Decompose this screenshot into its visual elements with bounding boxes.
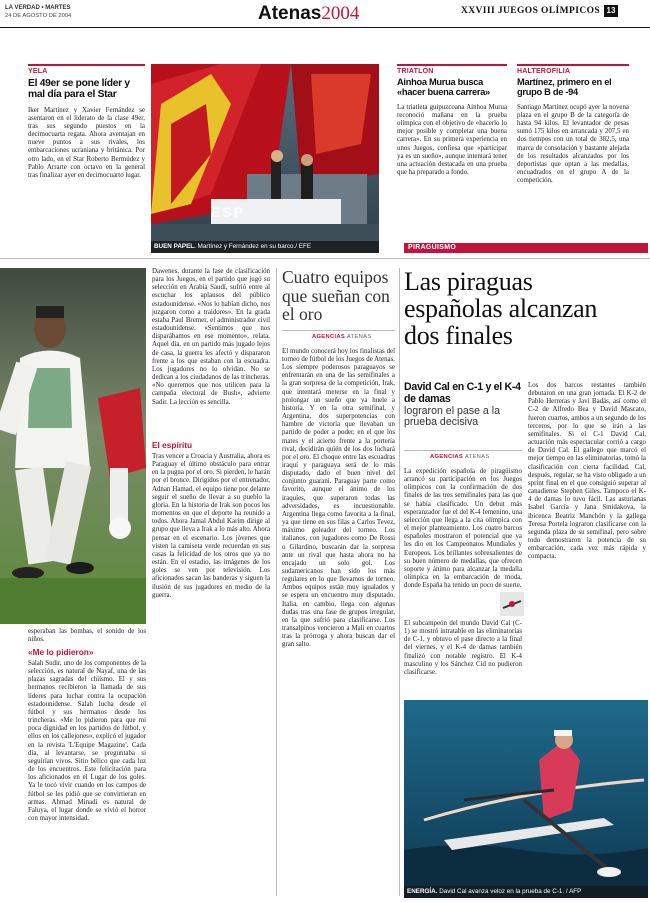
column-divider (276, 268, 277, 896)
piraguismo-body3: Los dos barcos restantes también debutaron en una gran jornada. El K-2 de Pablo Herreras y Javi Badás, así como el C-2 de Alfredo Bea y David Mascato, fueron cuartos, ambos a un segundo de los terceros, por lo que se irán a las semifinales. Si el C-1 David Cal, actuación más espectacular corrió a cargo de David Cal. El gallego que marcó el mejor tiempo en las eliminatorias, tomó la clasificación con cierta facilidad. Cal, después, regular, se ha visto obligado a un sprint final en el que consiguió superar al canadiense Stephen Giles. Tampoco el K-4 de damas lo tuvo fácil. Las asturianas Isabel García y Jana Smidakova, la ibicenca Beatriz Manchón y la gallega Teresa Portela lograron clasificarse con la segunda plaza de su semifinal, pero sobre todo demostraron la potencia de su embarcación, cada vez más rápida y compacta. (528, 382, 646, 561)
triatlon-kicker: TRIATLÓN (397, 68, 434, 75)
piraguismo-deck-text: lograron el pase a la prueba decisiva (404, 404, 500, 429)
football-subhead-pidieron: «Me lo pidieron» (28, 647, 94, 657)
canoe-photo (404, 700, 648, 898)
piraguismo-deck-lead: David Cal en C-1 y el K-4 de damas (404, 381, 521, 405)
page-number: 13 (604, 5, 618, 17)
yela-headline: El 49er se pone líder y mal día para el Star (28, 78, 130, 101)
piraguismo-body1: La expedición española de piragüismo arrancó su participación en los Juegos olímpicos con la confirmación de dos finales de las tres semifinales para las que se había clasificado. Un debut más esperanzador fue el del K-4 femenino, una selección que llega a la cita olímpica con el mejor planteamiento. Los cuatro barcos españoles mostraron el potencial que ya les dio en los Campeonatos Mundiales y Europeos. Los brillantes sobresalientes de su buen número de medallas, que ofrecen soporte y ánimo para alcanzar la medalla olímpica en la embarcación de moda, donde España ha tenido un poco de suerte. (404, 468, 522, 590)
brand-year: 2004 (321, 3, 360, 24)
section-divider (0, 258, 650, 259)
cuatro-article (282, 268, 395, 898)
piraguismo-deck (404, 382, 522, 442)
canoe-caption-lead: ENERGÍA. (407, 888, 438, 895)
kicker-rule (397, 64, 507, 66)
sailing-illustration (151, 64, 379, 253)
agency-rule (282, 330, 395, 331)
triatlon-body: La triatleta guipuzcoana Ainhoa Murua reconoció mañana en la prueba olímpica con el objetivo de «hacerlo lo mejor posible y completar una buena carrera». En su primera experiencia en unos Juegos, confiesa que «participar ya es un sueño», aunque intentará tener una actuación destacada en una prueba que ha preparado a fondo. (397, 103, 507, 177)
halterofilia-kicker: HALTEROFILIA (517, 68, 571, 75)
canoe-caption-text: David Cal avanza veloz en la prueba de C-1. / AFP (439, 888, 582, 895)
sailing-photo (151, 64, 379, 253)
halterofilia-article (517, 64, 629, 254)
football-col2-body: Dawenes, durante la fase de clasificación para los Juegos, en el partido que jugó su selección en Arabia Saudí, sufrió entre al escuchar los aplausos del público estadounidense. «Nos lo habían dicho, nos juzgaron como a traidores». En la grada estaba Paul Bremer, el administrador civil estadounidense. «Sentimos que nos disparábamos en ese momento», relata. Aquel día, en un partido más jugado lejos de casa, la guerra les afectó y dispararon frente a los que estaban con la escuadra. Los jugadores no lo olvidan. No se dedican a los ciudadanos de las trincheras. «No queremos que nos utilicen para la campaña electoral de Bush», advierte Sadir. La lección es sencilla. (152, 268, 270, 406)
issue-date: 24 DE AGOSTO DE 2004 (5, 13, 72, 19)
cuatro-body: El mundo conocerá hoy los finalistas del torneo de fútbol de los Juegos de Atenas. Los siempre poderosos paraguayos se enfrentarán en una de las semifinales a la gran sorpresa de la competición, Irak, que intentará meterse en la final y prolongar un sueño que ya huele a historia. Y en la otra semifinal, y Argentina, dos superpotencias con hambre de victoria que llevaban un partido de poder a poder, en el que los mates y el acierto frente a la portería rival, decidirán quién de los dos luchará por el oro. El choque entre las escuadras iraquí y paraguaya será de lo más disputado, dado el buen nivel del conjunto guaraní. Paraguay parte como favorito, aunque el ánimo de los iraquíes, que superaron todas las adversidades, es incuestionable. Argentina llega como favorita a la final, ya que tiene en sus filas a Carlos Tevez, máximo goleador del torneo. Los italianos, con jugadores como De Rossi o Gilardino, buscarán dar la sorpresa ante un rival que hasta ahora no ha encajado un solo gol. Los sudamericanos han sido los más regulares en lo que llevamos de torneo. Ambos equipos están muy igualados y se espera un encuentro muy disputado. Italia, en cambio, llega con algunas dudas tras una fase de grupos irregular, en la que sufrió para clasificarse. Los transalpinos vencieron a Malí en cuartos tras la prórroga y ahora buscan dar el gran salto. (282, 347, 395, 649)
kicker-rule (517, 64, 629, 66)
football-illustration (0, 268, 146, 624)
piraguismo-agency-name: AGENCIAS (430, 454, 463, 460)
canoe-illustration (404, 700, 648, 898)
piraguismo-agency (430, 454, 490, 460)
yela-body: Iker Martínez y Xavier Fernández se asentaron en el liderato de la clase 49er, tras sus segundo puestos en la decimocuarta regata. Ahora aventajan en nueve puntos a sus rivales, los embarcaciones ucraniana y británica. Por otro lado, en el Star Roberto Bermúdez y Pablo Arrarte con octavo en la general tras finalizar ayer en decimocuarto lugar. (28, 106, 145, 179)
sailing-caption-lead: BUEN PAPEL. (154, 243, 196, 250)
canoe-caption (404, 886, 648, 898)
sailing-caption (151, 241, 379, 253)
football-photo-caption-text: esperaban las bombas, el sonido de los niños. (28, 628, 146, 644)
piraguismo-kicker-bar (404, 243, 648, 253)
piraguismo-body2: El subcampeón del mundo David Cal (C-1) se mostró intratable en las eliminatorias de C-1, y obtuvo el pase directo a la final del viernes, y el K-4 de damas también finalizó con notable registro. El K-4 masculino y los Sánchez Cid no pudieron clasificarse. (404, 620, 522, 676)
football-col1 (28, 647, 146, 897)
piraguismo-headline: Las piraguas españolas alcanzan dos finales (404, 267, 598, 351)
section-title: XXVIII JUEGOS OLÍMPICOS (461, 6, 601, 16)
brand-city: Atenas (258, 3, 322, 24)
masthead-rule (0, 27, 650, 28)
kayak-icon (500, 592, 524, 616)
piraguismo-kicker: PIRAGÜISMO (408, 244, 457, 251)
sailing-caption-text: Martínez y Fernández en su barco./ EFE (197, 243, 312, 250)
triatlon-article (397, 64, 507, 254)
triatlon-headline: Ainhoa Murua busca «hacer buena carrera» (397, 77, 490, 98)
halterofilia-headline: Martínez, primero en el grupo B de -94 (517, 77, 612, 98)
football-subhead-espiritu: El espíritu (152, 440, 193, 450)
piraguismo-agency-place: ATENAS (464, 454, 490, 460)
football-col2 (152, 268, 270, 896)
paper-name: LA VERDAD • MARTES (5, 5, 71, 11)
football-photo (0, 268, 146, 624)
column-divider (399, 268, 400, 896)
cuatro-agency (312, 334, 395, 340)
cuatro-headline: Cuatro equipos que sueñan con el oro (282, 267, 390, 325)
agency-rule (404, 450, 522, 451)
cuatro-agency-name: AGENCIAS (312, 333, 345, 340)
masthead (0, 0, 650, 28)
sail-number: ESP (211, 204, 246, 220)
cuatro-agency-place: ATENAS (346, 333, 372, 340)
halterofilia-body: Santiago Martínez ocupó ayer la novena plaza en el grupo B de la categoría de hasta 94 kilos. El levantador de pesas sumó 175 kilos en arrancada y 207,5 en dos tiempos con un total de 382,5, una marca de consolación y bastante alejada de los resultados alcanzados por los deportistas que optan a las medallas, encuadrados en el grupo A de la competición. (517, 103, 629, 185)
football-col1-body: Salah Sudir, uno de los componentes de la selección, es natural de Nayaf, una de las plazas sagradas del chiísmo. El y sus hermanos recibieron la llamada de sus líderes para luchar contra la ocupación estadounidense. Salah lucha desde el fútbol y sus hermanos desde los trincheras. «Me lo pidieron para que mi poca dignidad en los partidos de fútbol, y ellos en los callejones», explicó el jugador en la revista 'L'Equipe Magazine'. Cada día, al levantarse, se preguntaba si seguirían vivos. Sitio bélico que cada luz de los encuentros. Este felicitación para los aficionados en el Lugar de los goles. Ya le tocó vivir cuando en los campos de fútbol se les pidió que se convirtieran en armas. Ahmad Minadi es natural de Faluya, el lugar donde se vivió el horror con mayor intensidad. (28, 660, 146, 822)
kicker-rule (28, 64, 145, 66)
yela-article (28, 64, 145, 254)
football-col2-body2: Tras vencer a Croacia y Australia, ahora es Paraguay el último obstáculo para entrar en la pugna por el oro. Si pierden, le harán por el bronce. Dirigidos por el entrenador, Adnan Hamad, el equipo tiene por delante seguir el sueño de llevar a su pueblo la gloria. En la historia de Irak son pocos los momentos en que el deporte ha reunido a todos. Ahora Jamal Abdul Karim dirige al grupo que lleva a Irak a lo más alto. Ahora pensar en el escenario. Los jóvenes que visten la camiseta verde recuerdan en sus casas la felicidad de los otros que ya no están. En el estadio, las imágenes de los goles se ven por televisión. Los aficionados sacan las banderas y siguen la ilusión de sus jugadores en medio de la guerra. (152, 453, 270, 599)
piraguismo-inset-photo (500, 592, 524, 616)
masthead-brand (258, 3, 359, 25)
yela-kicker: YELA (28, 68, 48, 75)
